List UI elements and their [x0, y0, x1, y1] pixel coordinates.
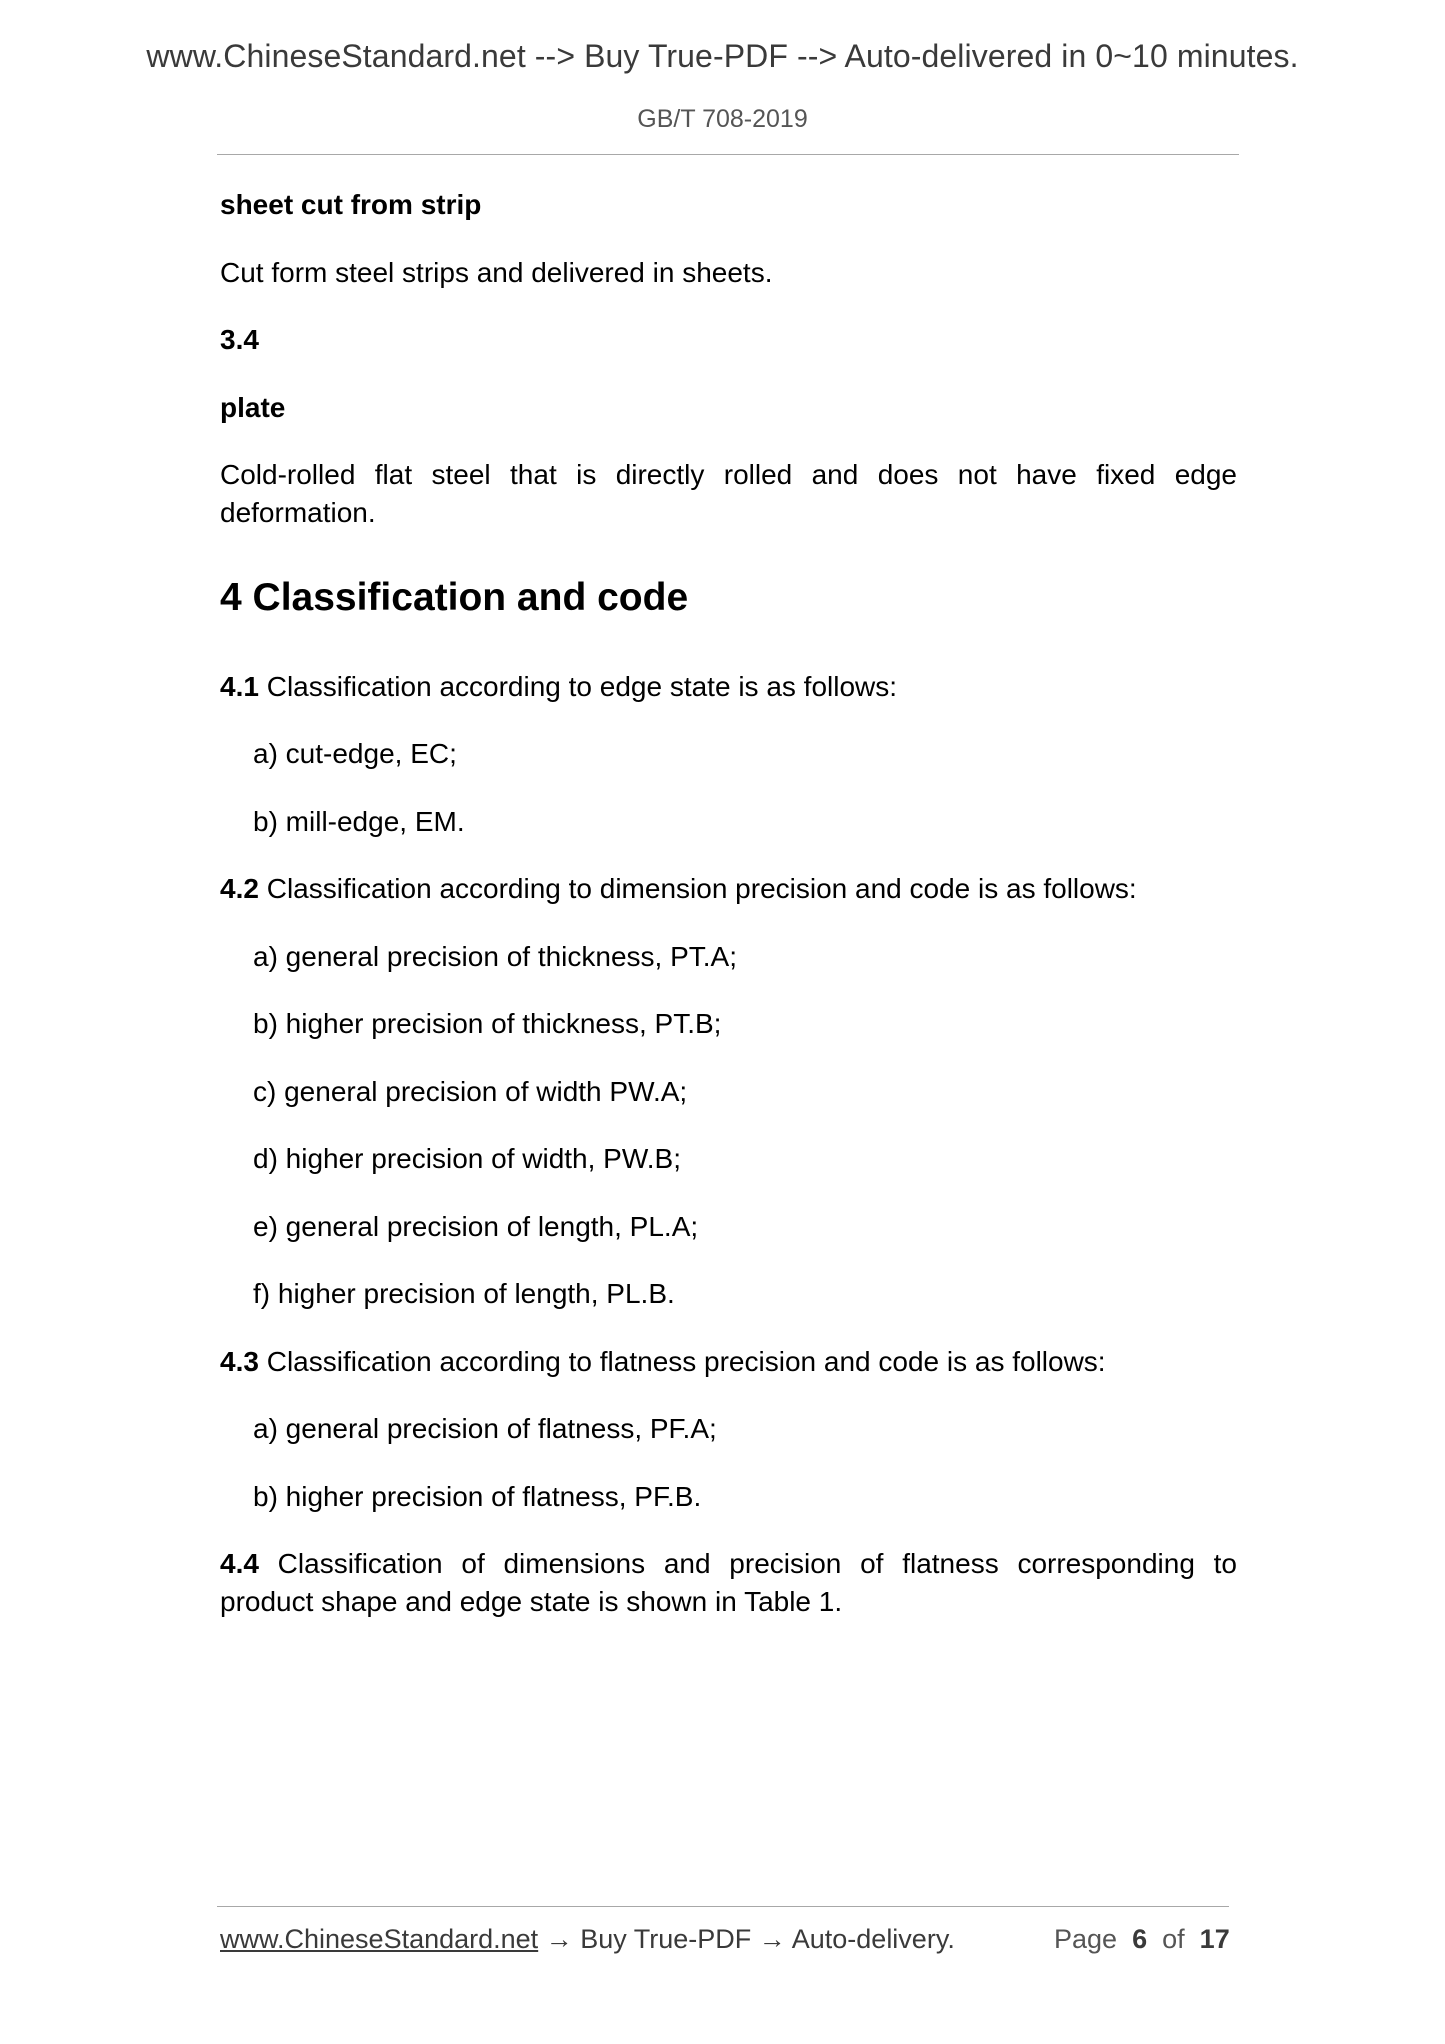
list-item: f) higher precision of length, PL.B.: [253, 1278, 675, 1309]
clause-number: 3.4: [220, 324, 259, 355]
list-item: b) mill-edge, EM.: [253, 806, 465, 837]
list-item: c) general precision of width PW.A;: [253, 1076, 688, 1107]
document-code: GB/T 708-2019: [637, 105, 808, 133]
list-item: a) general precision of flatness, PF.A;: [253, 1413, 717, 1444]
clause-4-3-text: Classification according to flatness precision and code is as follows:: [258, 1346, 1106, 1377]
plate-definition: Cold-rolled flat steel that is directly rolled and does not have fixed edge deformation.: [220, 459, 1237, 528]
current-page-number: 6: [1132, 1924, 1148, 1954]
footer-promo: [220, 1924, 955, 1955]
clause-4-4-text: Classification of dimensions and precision of flatness corresponding to product shape and edge state is shown in Table 1.: [220, 1548, 1237, 1617]
clause-4-4-number: 4.4: [220, 1548, 259, 1579]
term-title: sheet cut from strip: [220, 189, 482, 220]
clause-4-1-number: 4.1: [220, 671, 259, 702]
list-item: a) general precision of thickness, PT.A;: [253, 941, 738, 972]
list-item: a) cut-edge, EC;: [253, 738, 457, 769]
clause-4-3-number: 4.3: [220, 1346, 259, 1377]
list-item: b) higher precision of thickness, PT.B;: [253, 1008, 722, 1039]
list-item: d) higher precision of width, PW.B;: [253, 1143, 681, 1174]
page-indicator: [1054, 1924, 1230, 1955]
list-item: b) higher precision of flatness, PF.B.: [253, 1481, 702, 1512]
clause-4-1-text: Classification according to edge state is as follows:: [258, 671, 898, 702]
term-definition: Cut form steel strips and delivered in sheets.: [220, 257, 773, 288]
clause-4-2-text: Classification according to dimension precision and code is as follows:: [258, 873, 1137, 904]
clause-4-4: [220, 1545, 1237, 1621]
header-divider: [217, 154, 1239, 155]
top-banner: www.ChineseStandard.net --> Buy True-PDF --> Auto-delivered in 0~10 minutes.: [146, 38, 1299, 74]
footer-website-link[interactable]: www.ChineseStandard.net: [220, 1924, 539, 1954]
list-item: e) general precision of length, PL.A;: [253, 1211, 699, 1242]
page-label: Page: [1054, 1924, 1118, 1954]
total-pages: 17: [1199, 1924, 1230, 1954]
clause-4-2-number: 4.2: [220, 873, 259, 904]
footer-divider: [217, 1906, 1229, 1907]
footer-promo-text: → Buy True-PDF → Auto-delivery.: [538, 1924, 955, 1954]
plate-term-title: plate: [220, 392, 286, 423]
of-label: of: [1162, 1924, 1185, 1954]
clause-4-3: [220, 1343, 1106, 1381]
section-heading: 4 Classification and code: [220, 576, 689, 619]
clause-4-1: [220, 668, 897, 706]
clause-4-2: [220, 870, 1137, 908]
